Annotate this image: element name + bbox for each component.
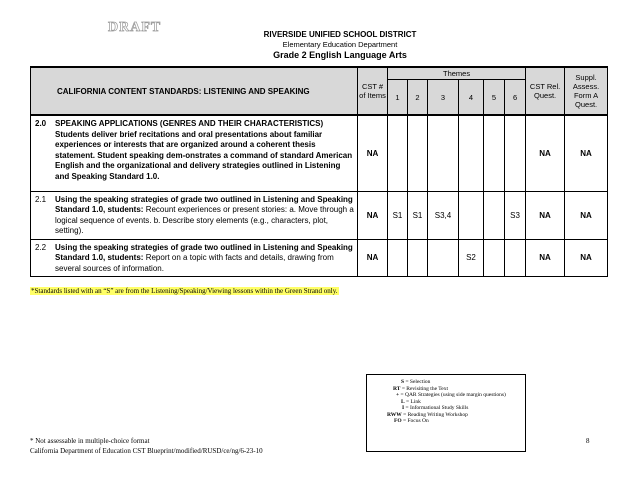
- theme-value: [505, 239, 526, 277]
- cst-items-value: NA: [358, 239, 388, 277]
- theme-value: S1: [408, 191, 428, 239]
- theme-value: [484, 239, 505, 277]
- table-title: CALIFORNIA CONTENT STANDARDS: LISTENING AND SPEAKING: [31, 67, 358, 115]
- theme-value: [459, 191, 484, 239]
- legend-item: FO = Focus On: [394, 418, 429, 424]
- suppl-value: NA: [565, 115, 608, 191]
- theme-value: [484, 115, 505, 191]
- standard-text: Using the speaking strategies of grade two outlined in Listening and Speaking Standard 1.0, students:: [55, 194, 353, 214]
- cst-items-value: NA: [358, 191, 388, 239]
- theme-value: [388, 239, 408, 277]
- standard-text: SPEAKING APPLICATIONS (GENRES AND THEIR CHARACTERISTICS) Students deliver brief recitations and oral presentations about familiar experiences or interests that are organized around a coherent thesis statement. Student speaking dem-onstrates a command of standard American English and the organizational and delivery strategies outlined in Listening and Speaking Standard 1.0.: [55, 119, 353, 181]
- theme-value: [428, 115, 459, 191]
- cst-rel-value: NA: [526, 115, 565, 191]
- district-name: RIVERSIDE UNIFIED SCHOOL DISTRICT: [263, 30, 417, 39]
- standard-text-detail: Recount experiences or present stories: a. Move through a logical sequence of events. b. Describe story elements (e.g., characters, plot, setting).: [55, 205, 354, 235]
- theme-value: S1: [388, 191, 408, 239]
- theme-value: [505, 115, 526, 191]
- theme-number: 1: [388, 80, 408, 116]
- standards-table: [30, 66, 608, 277]
- theme-number: 3: [428, 80, 459, 116]
- source-note: California Department of Education CST Blueprint/modified/RUSD/ce/ng/6-23-10: [30, 447, 263, 455]
- cst-items-value: NA: [358, 115, 388, 191]
- theme-value: [428, 239, 459, 277]
- theme-number: 4: [459, 80, 484, 116]
- legend-item: + = QAR Strategies (using side margin questions): [396, 392, 506, 398]
- legend-box: [366, 374, 526, 452]
- department-name: Elementary Education Department: [282, 40, 398, 49]
- standard-number: 2.0: [35, 119, 47, 128]
- green-strand-note: *Standards listed with an “S” are from the Listening/Speaking/Viewing lessons within the Green Strand only.: [31, 287, 338, 295]
- theme-value: [484, 191, 505, 239]
- standard-number: 2.2: [35, 242, 47, 252]
- footnote: * Not assessable in multiple-choice format: [30, 437, 150, 445]
- cst-items-header: CST # of Items: [358, 67, 388, 115]
- standard-text: Using the speaking strategies of grade two outlined in Listening and Speaking Standard 1.0, students:: [55, 242, 353, 262]
- themes-header: Themes: [388, 67, 526, 80]
- theme-value: S2: [459, 239, 484, 277]
- theme-value: [408, 115, 428, 191]
- theme-value: [388, 115, 408, 191]
- cst-rel-value: NA: [526, 191, 565, 239]
- standard-number: 2.1: [35, 194, 47, 204]
- table-row: [31, 115, 608, 191]
- theme-value: S3: [505, 191, 526, 239]
- draft-watermark: DRAFT: [108, 20, 162, 35]
- legend-item: I = Informational Study Skills: [402, 405, 469, 411]
- legend-item: S = Selection: [401, 379, 431, 385]
- theme-number: 2: [408, 80, 428, 116]
- cst-rel-header: CST Rel. Quest.: [526, 67, 565, 115]
- legend-item: L = Link: [401, 398, 421, 405]
- page-number: 8: [586, 437, 590, 445]
- standard-text-detail: Report on a topic with facts and details, drawing from several sources of information.: [55, 253, 334, 273]
- table-row: [31, 191, 608, 239]
- theme-value: [408, 239, 428, 277]
- theme-value: S3,4: [428, 191, 459, 239]
- legend-item: RWW = Reading Writing Workshop: [387, 411, 468, 418]
- theme-value: [459, 115, 484, 191]
- suppl-assess-header: Suppl. Assess. Form A Quest.: [565, 67, 608, 115]
- legend-item: RT = Revisiting the Text: [393, 385, 448, 392]
- suppl-value: NA: [565, 191, 608, 239]
- theme-number: 6: [505, 80, 526, 116]
- theme-number: 5: [484, 80, 505, 116]
- cst-rel-value: NA: [526, 239, 565, 277]
- subject-title: Grade 2 English Language Arts: [273, 50, 407, 60]
- table-row: [31, 239, 608, 277]
- suppl-value: NA: [565, 239, 608, 277]
